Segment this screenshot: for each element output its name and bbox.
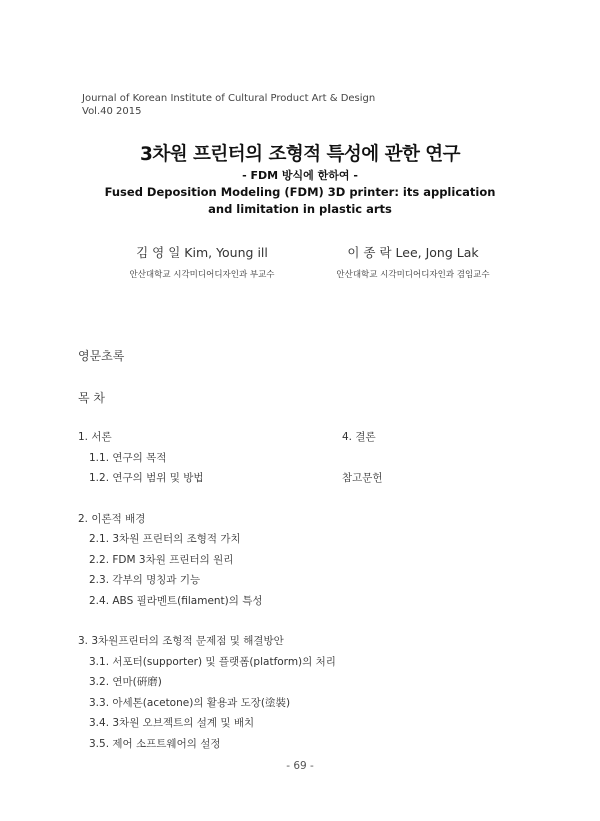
toc-spacer [78,611,518,631]
author-2 [318,244,508,280]
table-of-contents [78,427,518,754]
toc-subsection: 3.1. 서포터(supporter) 및 플랫폼(platform)의 처리 [89,655,336,668]
toc-section: 참고문헌 [342,471,383,484]
abstract-heading: 영문초록 [78,349,125,363]
toc-section: 4. 결론 [342,431,376,443]
toc-right-column [342,427,383,488]
toc-subsection: 2.3. 각부의 명칭과 기능 [89,574,201,586]
toc-spacer [342,448,383,468]
toc-section: 3. 3차원프린터의 조형적 문제점 및 해결방안 [78,635,284,647]
author-affiliation: 안산대학교 시각미디어디자인과 부교수 [129,270,275,280]
title-block [0,143,600,218]
journal-header [82,92,375,118]
author-affiliation: 안산대학교 시각미디어디자인과 겸임교수 [336,270,490,280]
toc-subsection: 3.3. 아세톤(acetone)의 활용과 도장(塗裝) [89,696,291,709]
journal-name: Journal of Korean Institute of Cultural Product Art & Design [82,93,376,104]
toc-subsection: 2.1. 3차원 프린터의 조형적 가치 [89,533,241,545]
paper-subtitle: - FDM 방식에 한하여 - [242,169,358,182]
toc-subsection: 2.4. ABS 필라멘트(filament)의 특성 [89,594,263,607]
toc-subsection: 2.2. FDM 3차원 프린터의 원리 [89,553,234,566]
toc-subsection: 1.1. 연구의 목적 [89,451,167,464]
author-name: 김 영 일 Kim, Young ill [136,245,268,260]
journal-volume: Vol.40 2015 [82,106,142,117]
toc-section: 1. 서론 [78,431,112,443]
toc-subsection: 3.5. 제어 소프트웨어의 설정 [89,737,221,750]
toc-heading: 목 차 [78,391,105,405]
toc-spacer [78,489,518,509]
paper-title-english-line1: Fused Deposition Modeling (FDM) 3D printer: its application [104,185,496,199]
paper-title-korean: 3차원 프린터의 조형적 특성에 관한 연구 [139,144,460,165]
author-name: 이 종 락 Lee, Jong Lak [347,245,479,260]
paper-title-english-line2: and limitation in plastic arts [208,202,392,216]
toc-subsection: 1.2. 연구의 범위 및 방법 [89,472,204,484]
toc-section: 2. 이론적 배경 [78,512,146,525]
author-1 [112,244,292,280]
toc-left-column [78,427,518,754]
page-number: - 69 - [286,760,314,772]
toc-subsection: 3.4. 3차원 오브젝트의 설계 및 배치 [89,717,255,729]
toc-subsection: 3.2. 연마(硏磨) [89,676,162,688]
